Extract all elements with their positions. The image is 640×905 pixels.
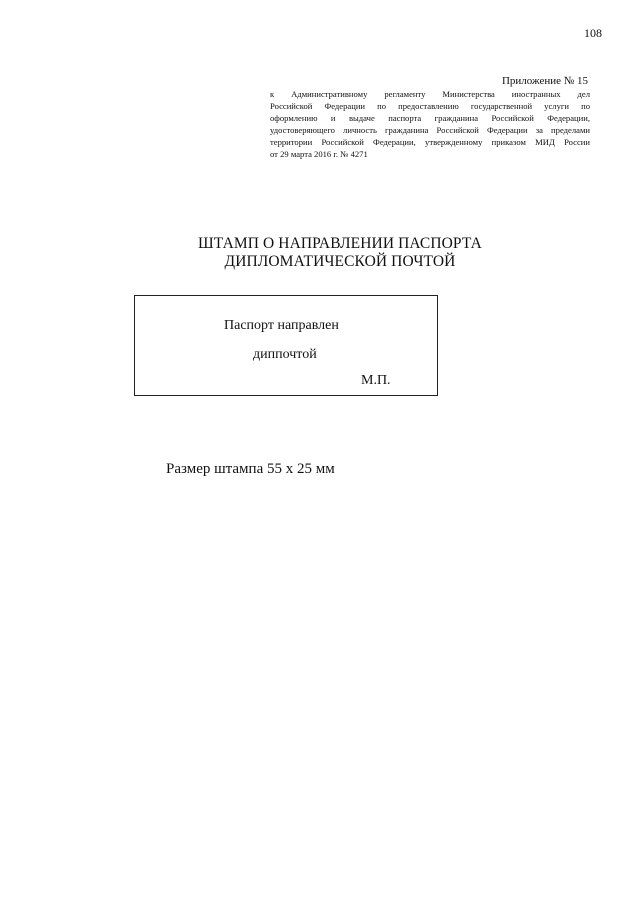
appendix-line: удостоверяющего личность гражданина Российской Федерации за пределами xyxy=(270,125,590,136)
appendix-line: территории Российской Федерации, утвержденному приказом МИД России xyxy=(270,137,590,148)
stamp-seal-mark: М.П. xyxy=(361,373,391,388)
stamp-box xyxy=(134,295,438,396)
appendix-title: Приложение № 15 xyxy=(501,75,588,87)
page-number: 108 xyxy=(584,26,602,40)
appendix-line: оформлению и выдаче паспорта гражданина Российской Федерации, xyxy=(270,113,590,124)
appendix-line: от 29 марта 2016 г. № 4271 xyxy=(270,149,368,160)
appendix-reference-text xyxy=(270,88,590,161)
stamp-text-line2: диппочтой xyxy=(253,347,317,362)
document-title-line1: ШТАМП О НАПРАВЛЕНИИ ПАСПОРТА xyxy=(198,235,482,252)
document-title-line2: ДИПЛОМАТИЧЕСКОЙ ПОЧТОЙ xyxy=(224,253,456,270)
appendix-line: Российской Федерации по предоставлению государственной услуги по xyxy=(270,101,590,112)
stamp-size-note: Размер штампа 55 х 25 мм xyxy=(166,461,335,477)
stamp-text-line1: Паспорт направлен xyxy=(224,318,339,333)
appendix-line: к Административному регламенту Министерства иностранных дел xyxy=(270,89,590,99)
document-title xyxy=(130,235,550,271)
